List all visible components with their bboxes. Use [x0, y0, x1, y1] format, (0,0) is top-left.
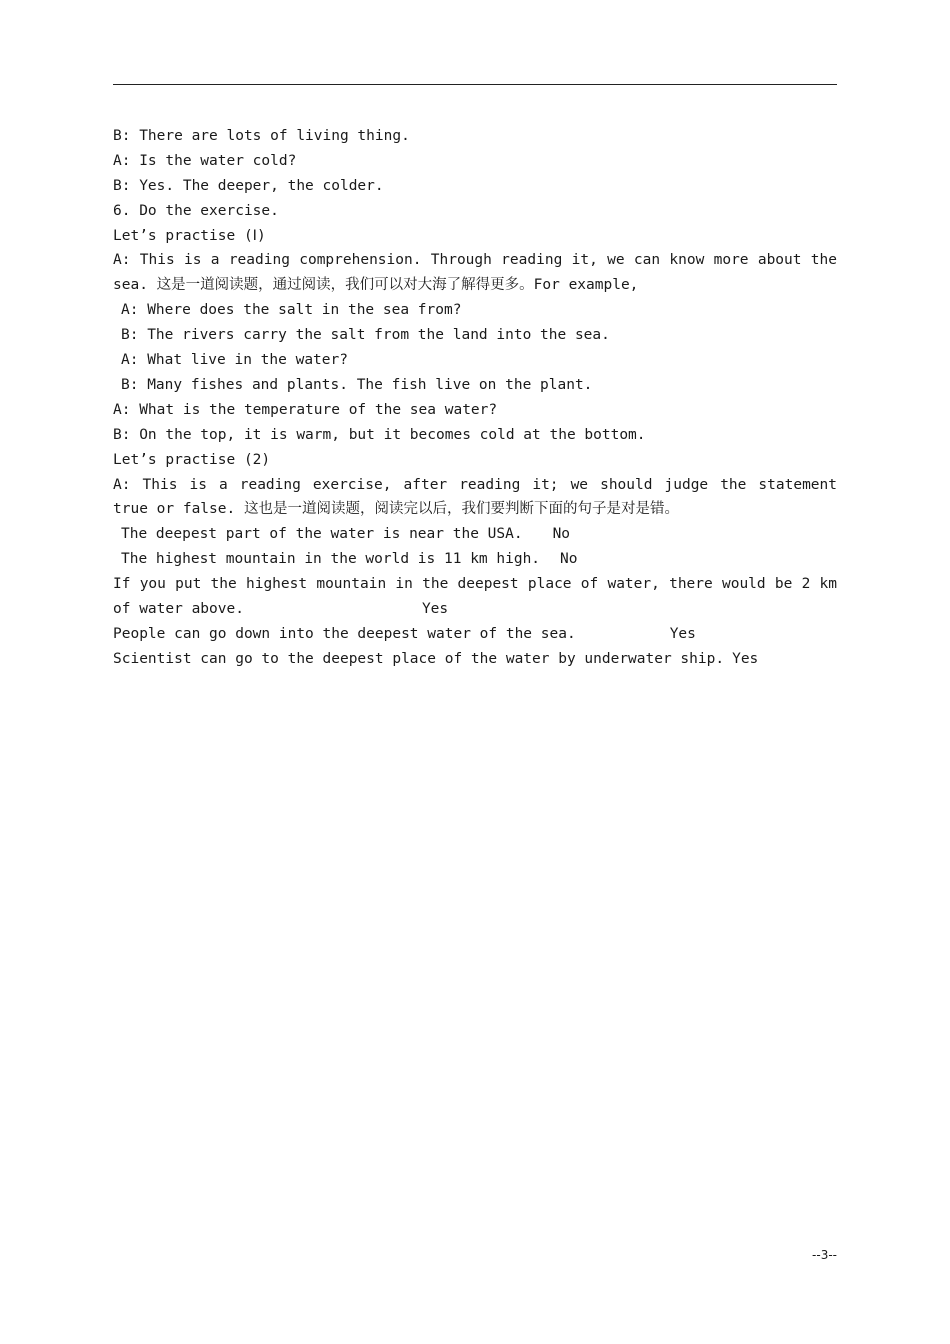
statement-answer: No — [552, 526, 571, 543]
dialogue-paragraph: A: This is a reading exercise, after reading it; we should judge the statement true or false. 这也是一道阅读题，阅读完以后，我们要判断下面的句子是对是错。 — [113, 476, 837, 518]
statement-line — [113, 572, 837, 622]
dialogue-line: A: Is the water cold? — [113, 152, 297, 169]
dialogue-line: B: On the top, it is warm, but it becomes cold at the bottom. — [113, 426, 646, 443]
statement-text: People can go down into the deepest water of the sea. — [113, 625, 576, 642]
document-body — [113, 124, 837, 672]
step-heading: 6. Do the exercise. — [113, 202, 279, 219]
section-heading: Let’s practise (Ⅰ) — [113, 227, 266, 244]
statement-text: If you put the highest mountain in the deepest place of water, there would be 2 km of water above. — [113, 576, 837, 617]
statement-text: Scientist can go to the deepest place of the water by underwater ship. — [113, 650, 725, 667]
dialogue-line: B: Many fishes and plants. The fish live on the plant. — [121, 376, 593, 393]
statement-line — [113, 522, 837, 547]
statement-line — [113, 647, 837, 672]
header-rule — [113, 84, 837, 85]
dialogue-line: A: What is the temperature of the sea water? — [113, 401, 498, 418]
statement-answer: Yes — [732, 650, 759, 667]
dialogue-line: A: What live in the water? — [121, 352, 348, 369]
statement-line — [113, 547, 837, 572]
dialogue-line: B: There are lots of living thing. — [113, 128, 410, 144]
dialogue-paragraph: A: This is a reading comprehension. Through reading it, we can know more about the sea. 这是一道阅读题，通过阅读，我们可以对大海了解得更多。For example, — [113, 252, 837, 294]
section-heading: Let’s practise (2) — [113, 451, 271, 468]
statement-answer: No — [560, 551, 578, 568]
statement-line — [113, 622, 837, 647]
dialogue-line: B: Yes. The deeper, the colder. — [113, 177, 384, 194]
statement-text: The deepest part of the water is near the USA. — [121, 526, 523, 543]
page-number: --3-- — [812, 1248, 837, 1262]
dialogue-line: B: The rivers carry the salt from the land into the sea. — [121, 327, 610, 344]
dialogue-line: A: Where does the salt in the sea from? — [121, 302, 462, 319]
statement-answer: Yes — [421, 601, 449, 617]
statement-answer: Yes — [669, 625, 696, 642]
statement-text: The highest mountain in the world is 11 km high. — [121, 551, 541, 568]
